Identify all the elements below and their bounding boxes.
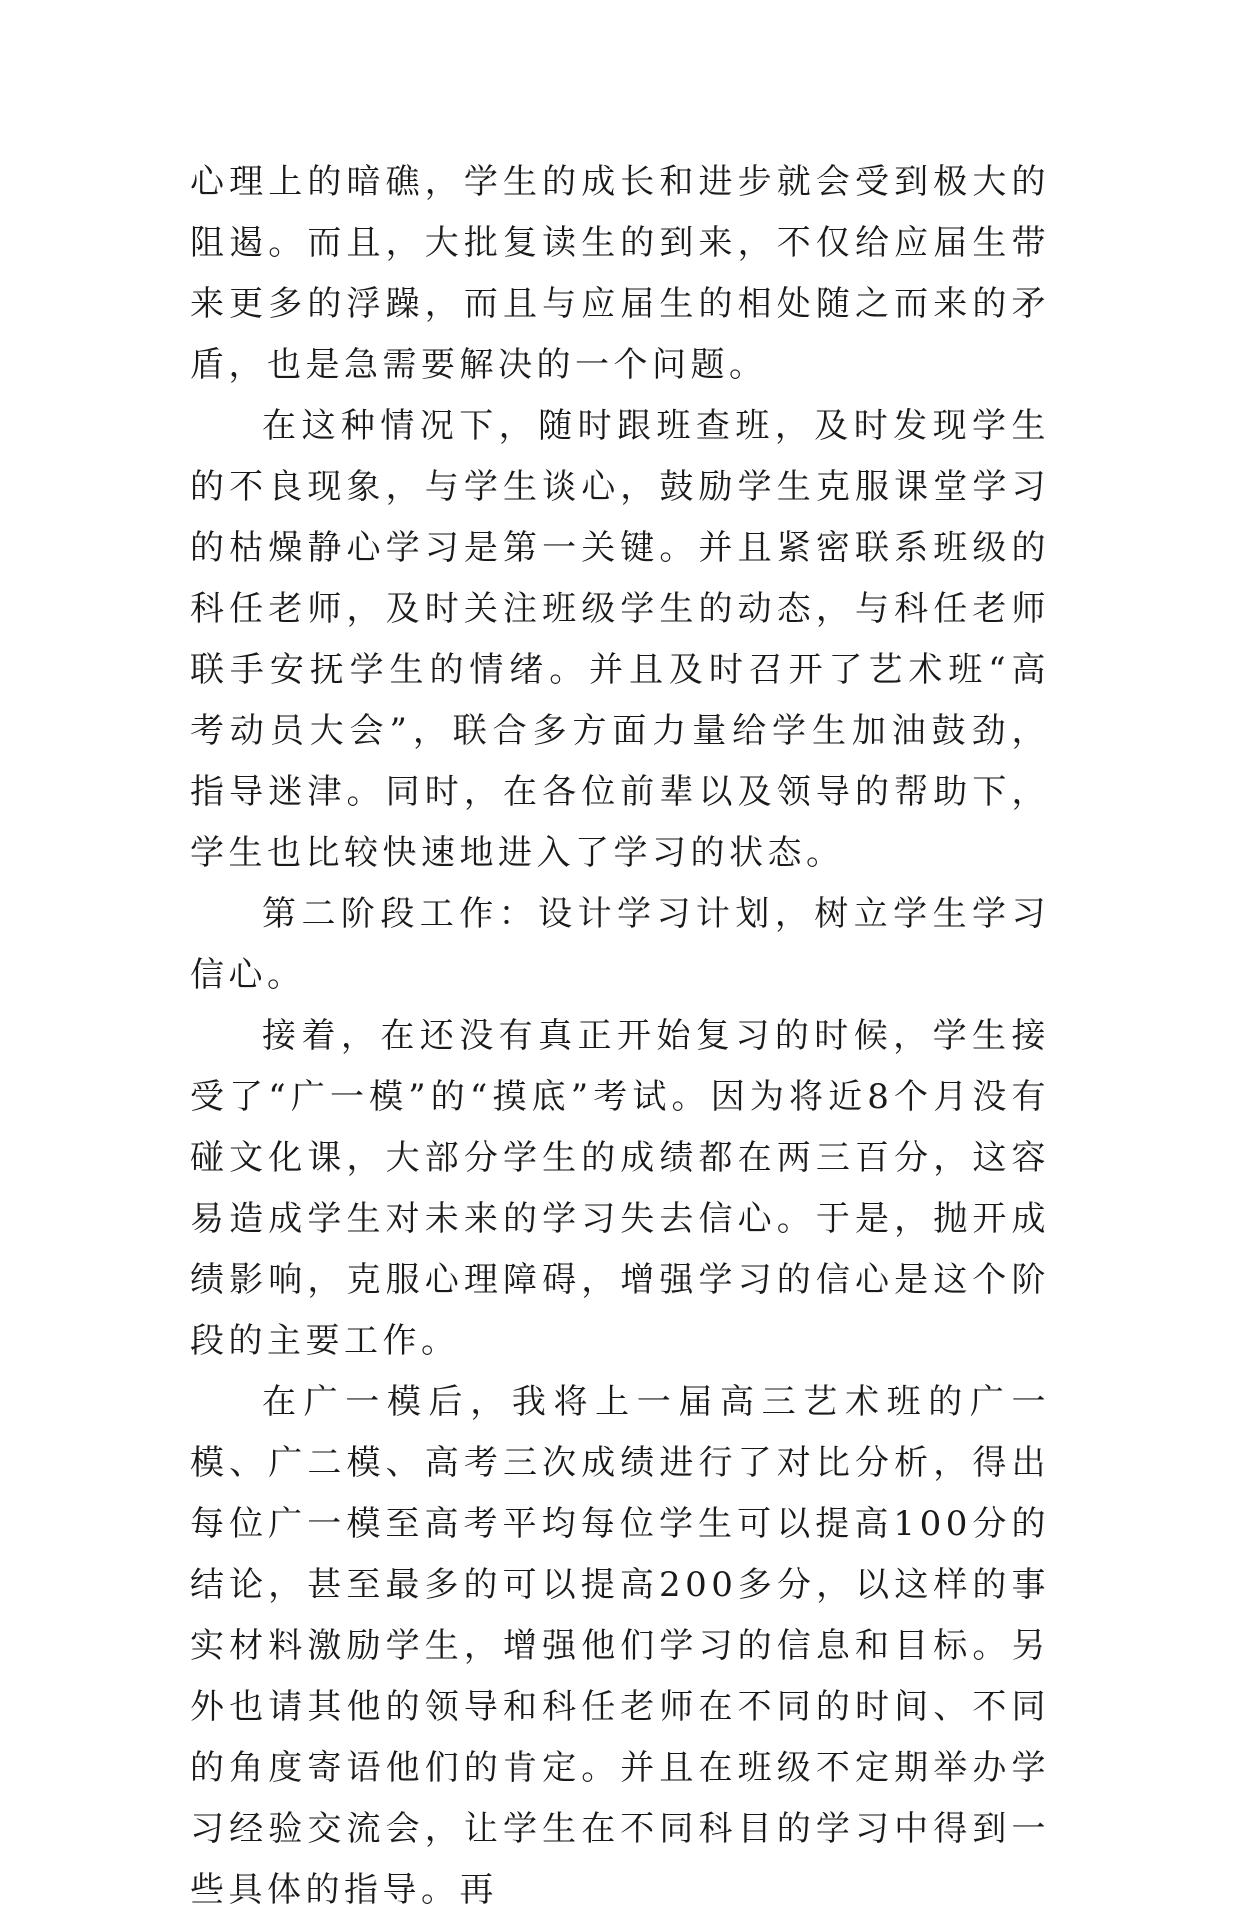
- paragraph-5: 在广一模后，我将上一届高三艺术班的广一模、广二模、高考三次成绩进行了对比分析，得出每位广一模至高考平均每位学生可以提高100分的结论，甚至最多的可以提高200多分，以这样的事实材料激励学生，增强他们学习的信息和目标。另外也请其他的领导和科任老师在不同的时间、不同的角度寄语他们的肯定。并且在班级不定期举办学习经验交流会，让学生在不同科目的学习中得到一些具体的指导。再: [190, 1382, 1050, 1910]
- paragraph-1: 心理上的暗礁，学生的成长和进步就会受到极大的阻遏。而且，大批复读生的到来，不仅给应届生带来更多的浮躁，而且与应届生的相处随之而来的矛盾，也是急需要解决的一个问题。: [190, 162, 1050, 385]
- document-body: [190, 152, 1050, 1921]
- paragraph-4: 接着，在还没有真正开始复习的时候，学生接受了“广一模”的“摸底”考试。因为将近8个月没有碰文化课，大部分学生的成绩都在两三百分，这容易造成学生对未来的学习失去信心。于是，抛开成绩影响，克服心理障碍，增强学习的信心是这个阶段的主要工作。: [190, 1016, 1050, 1361]
- section-heading-stage-two: 第二阶段工作：设计学习计划，树立学生学习信心。: [190, 894, 1050, 995]
- paragraph-2: 在这种情况下，随时跟班查班，及时发现学生的不良现象，与学生谈心，鼓励学生克服课堂学习的枯燥静心学习是第一关键。并且紧密联系班级的科任老师，及时关注班级学生的动态，与科任老师联手安抚学生的情绪。并且及时召开了艺术班“高考动员大会”，联合多方面力量给学生加油鼓劲，指导迷津。同时，在各位前辈以及领导的帮助下，学生也比较快速地进入了学习的状态。: [190, 406, 1050, 873]
